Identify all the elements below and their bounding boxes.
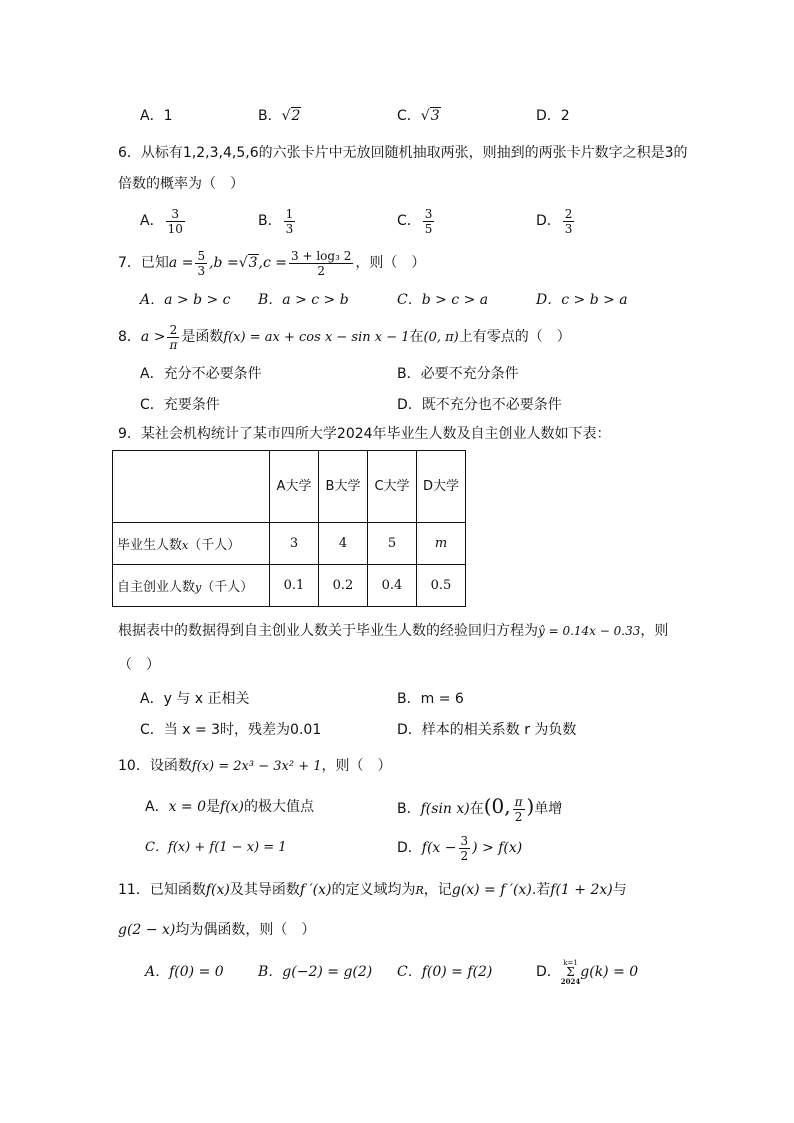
denominator: 3: [285, 221, 294, 236]
math-text: f(x) = 2x³ − 3x² + 1: [191, 759, 322, 774]
q9-after-line2: （ ）: [118, 657, 160, 673]
table-cell: 0.4: [368, 565, 417, 607]
denominator: π: [169, 337, 178, 352]
fraction: [284, 207, 296, 236]
numerator: π: [514, 794, 523, 809]
table-cell: 5: [368, 523, 417, 565]
q11-stem-line1: [118, 880, 627, 901]
numerator: 3: [166, 207, 185, 222]
fraction: [423, 207, 435, 236]
q11-option-a: A．f(0) = 0: [145, 964, 224, 980]
q7-option-d: D．c > b > a: [536, 292, 628, 308]
math-text: f(1 + 2x): [550, 882, 613, 898]
text: ，记: [423, 882, 452, 898]
table-cell: m: [417, 523, 466, 565]
table-cell: 0.1: [270, 565, 319, 607]
summation: [561, 959, 580, 986]
label-text: 自主创业人数: [117, 580, 196, 595]
q9-after-line1: [118, 621, 668, 641]
math-text: f(x) = ax + cos x − sin x − 1: [223, 330, 410, 345]
denominator: 2: [514, 809, 523, 824]
table-row: [113, 451, 466, 523]
label-text: （千人）: [188, 538, 241, 553]
option-label: D．: [536, 964, 561, 980]
option-label: D．: [536, 213, 561, 229]
q5-option-a: A．1: [140, 108, 173, 124]
radicand: 3: [248, 255, 258, 271]
math-text: ,c =: [258, 255, 288, 271]
fraction: [166, 207, 185, 236]
regression-equation: ŷ = 0.14x − 0.33: [538, 624, 641, 638]
option-label: C．: [397, 108, 421, 124]
text: 是: [206, 799, 221, 815]
table-cell: 0.5: [417, 565, 466, 607]
text: 的极大值点: [244, 799, 315, 815]
q5-option-d: D．2: [536, 108, 570, 124]
sum-upper: k=1: [563, 958, 578, 967]
sum-lower: 2024: [560, 976, 581, 986]
table-row-label: [113, 523, 270, 565]
math-text: g(x) = f ′(x): [451, 882, 532, 898]
text: 10．设函数: [118, 758, 192, 774]
math-text: ) > f(x): [472, 840, 523, 856]
q9-option-d: D．样本的相关系数 r 为负数: [397, 722, 577, 738]
q7-stem: [118, 248, 425, 278]
option-label: B．: [258, 213, 282, 229]
table-cell: 3: [270, 523, 319, 565]
denominator: 2: [317, 263, 325, 278]
q8-mid: 是函数: [181, 329, 224, 345]
label-text: 毕业生人数: [117, 538, 183, 553]
option-label: C．: [397, 213, 421, 229]
numerator: 5: [197, 248, 206, 263]
math-text: (0,: [483, 794, 511, 818]
numerator: 3: [424, 206, 433, 221]
text: 根据表中的数据得到自主创业人数关于毕业生人数的经验回归方程为: [118, 623, 538, 639]
math-text: f ′(x): [299, 882, 332, 898]
option-label: B．: [397, 801, 421, 817]
text: ，则: [640, 623, 669, 639]
denominator: 3: [197, 263, 206, 278]
denominator: 2: [460, 848, 469, 863]
q6-option-c: [397, 206, 436, 236]
q11-stem-line2: [118, 920, 315, 940]
q10-option-a: [145, 797, 314, 817]
option-label: A．: [145, 799, 169, 815]
q6-option-b: [258, 206, 297, 236]
fraction: [563, 207, 575, 236]
text: .若: [531, 882, 551, 898]
math-text: g(2 − x): [118, 922, 176, 938]
numerator: 3 + log₃ 2: [291, 248, 352, 263]
math-text: f(x −: [421, 840, 457, 856]
q11-option-b: B．g(−2) = g(2): [258, 964, 373, 980]
math-text: f(x): [220, 799, 245, 815]
option-label: B．: [258, 108, 282, 124]
fraction: [459, 834, 471, 863]
table-cell: 4: [319, 523, 368, 565]
q9-option-a: A．y 与 x 正相关: [140, 691, 250, 707]
q11-option-d: [536, 956, 638, 988]
q6-stem-line2: 倍数的概率为（ ）: [118, 176, 244, 192]
q9-stem: 9．某社会机构统计了某市四所大学2024年毕业生人数及自主创业人数如下表：: [118, 426, 611, 442]
q8-text: 在: [409, 329, 424, 345]
denominator: 3: [564, 221, 573, 236]
text: 均为偶函数，则（ ）: [175, 922, 316, 938]
numerator: 2: [564, 206, 573, 221]
q11-option-c: C．f(0) = f(2): [397, 964, 493, 980]
math-text: f(sin x): [420, 801, 470, 817]
math-text: ,b =: [209, 255, 239, 271]
q8-suffix: 上有零点的（ ）: [458, 329, 571, 345]
math-text: (0, π): [423, 330, 459, 345]
q6-option-a: [140, 206, 187, 236]
option-label: A．: [140, 213, 164, 229]
q10-stem: [118, 756, 392, 777]
math-text: R: [415, 884, 424, 897]
table-row: [113, 523, 466, 565]
q10-option-b: [397, 788, 562, 827]
q8-option-a: A．充分不必要条件: [140, 366, 262, 382]
q10-option-d: [397, 830, 522, 866]
text: 的定义域均为: [331, 882, 416, 898]
text: 11．已知函数: [118, 882, 206, 898]
q7-option-a: A．a > b > c: [140, 292, 231, 308]
q8-option-b: B．必要不充分条件: [397, 366, 519, 382]
numerator: 2: [167, 323, 179, 338]
q5-option-b: [258, 106, 301, 126]
numerator: 1: [285, 206, 294, 221]
math-text: a >: [140, 329, 166, 345]
q8-prefix: 8．: [118, 329, 141, 345]
option-label: D．: [397, 840, 422, 856]
q8-stem: [118, 322, 571, 353]
q7-option-c: C．b > c > a: [397, 292, 489, 308]
q8-option-c: C．充要条件: [140, 397, 220, 413]
text: 与: [612, 882, 627, 898]
q8-option-d: D．既不充分也不必要条件: [397, 397, 562, 413]
math-text: f(x): [205, 882, 230, 898]
text: 及其导函数: [229, 882, 300, 898]
fraction: [167, 323, 179, 352]
q7-suffix: ，则（ ）: [355, 255, 426, 271]
math-text: x = 0: [168, 799, 207, 815]
sqrt-symbol: √3: [420, 108, 440, 124]
denominator: 10: [167, 221, 183, 236]
sqrt-symbol: √2: [281, 108, 301, 124]
math-text: a =: [168, 255, 194, 271]
q7-option-b: B．a > c > b: [258, 292, 349, 308]
q10-option-c: C．f(x) + f(1 − x) = 1: [145, 840, 287, 855]
math-text: y: [195, 581, 202, 594]
math-text: ): [526, 794, 535, 818]
q9-data-table: [112, 450, 466, 607]
q5-option-c: [397, 106, 441, 126]
radicand: 3: [430, 108, 440, 124]
q9-option-c: C．当 x = 3时，残差为0.01: [140, 722, 322, 738]
math-text: g(k) = 0: [580, 964, 639, 980]
table-header-cell: D大学: [417, 451, 466, 523]
numerator: 3: [460, 833, 469, 848]
text: 在: [469, 801, 484, 817]
table-corner-cell: [113, 451, 270, 523]
denominator: 5: [424, 221, 433, 236]
sqrt-symbol: √3: [238, 255, 258, 271]
text: ，则（ ）: [321, 758, 392, 774]
sigma-icon: Σ: [566, 964, 575, 979]
table-header-cell: A大学: [270, 451, 319, 523]
fraction: [195, 249, 207, 278]
q7-prefix: 7．已知: [118, 255, 169, 271]
math-text: x: [182, 539, 189, 552]
table-cell: 0.2: [319, 565, 368, 607]
q9-option-b: B．m = 6: [397, 691, 464, 707]
table-header-cell: B大学: [319, 451, 368, 523]
q6-stem-line1: 6．从标有1,2,3,4,5,6的六张卡片中无放回随机抽取两张，则抽到的两张卡片数字之积是3的: [118, 145, 688, 161]
fraction: [513, 795, 525, 824]
q6-option-d: [536, 206, 576, 236]
text: 单增: [534, 801, 563, 817]
radicand: 2: [291, 108, 301, 124]
fraction: [289, 249, 353, 278]
table-row: [113, 565, 466, 607]
label-text: （千人）: [201, 580, 254, 595]
table-header-cell: C大学: [368, 451, 417, 523]
table-row-label: [113, 565, 270, 607]
